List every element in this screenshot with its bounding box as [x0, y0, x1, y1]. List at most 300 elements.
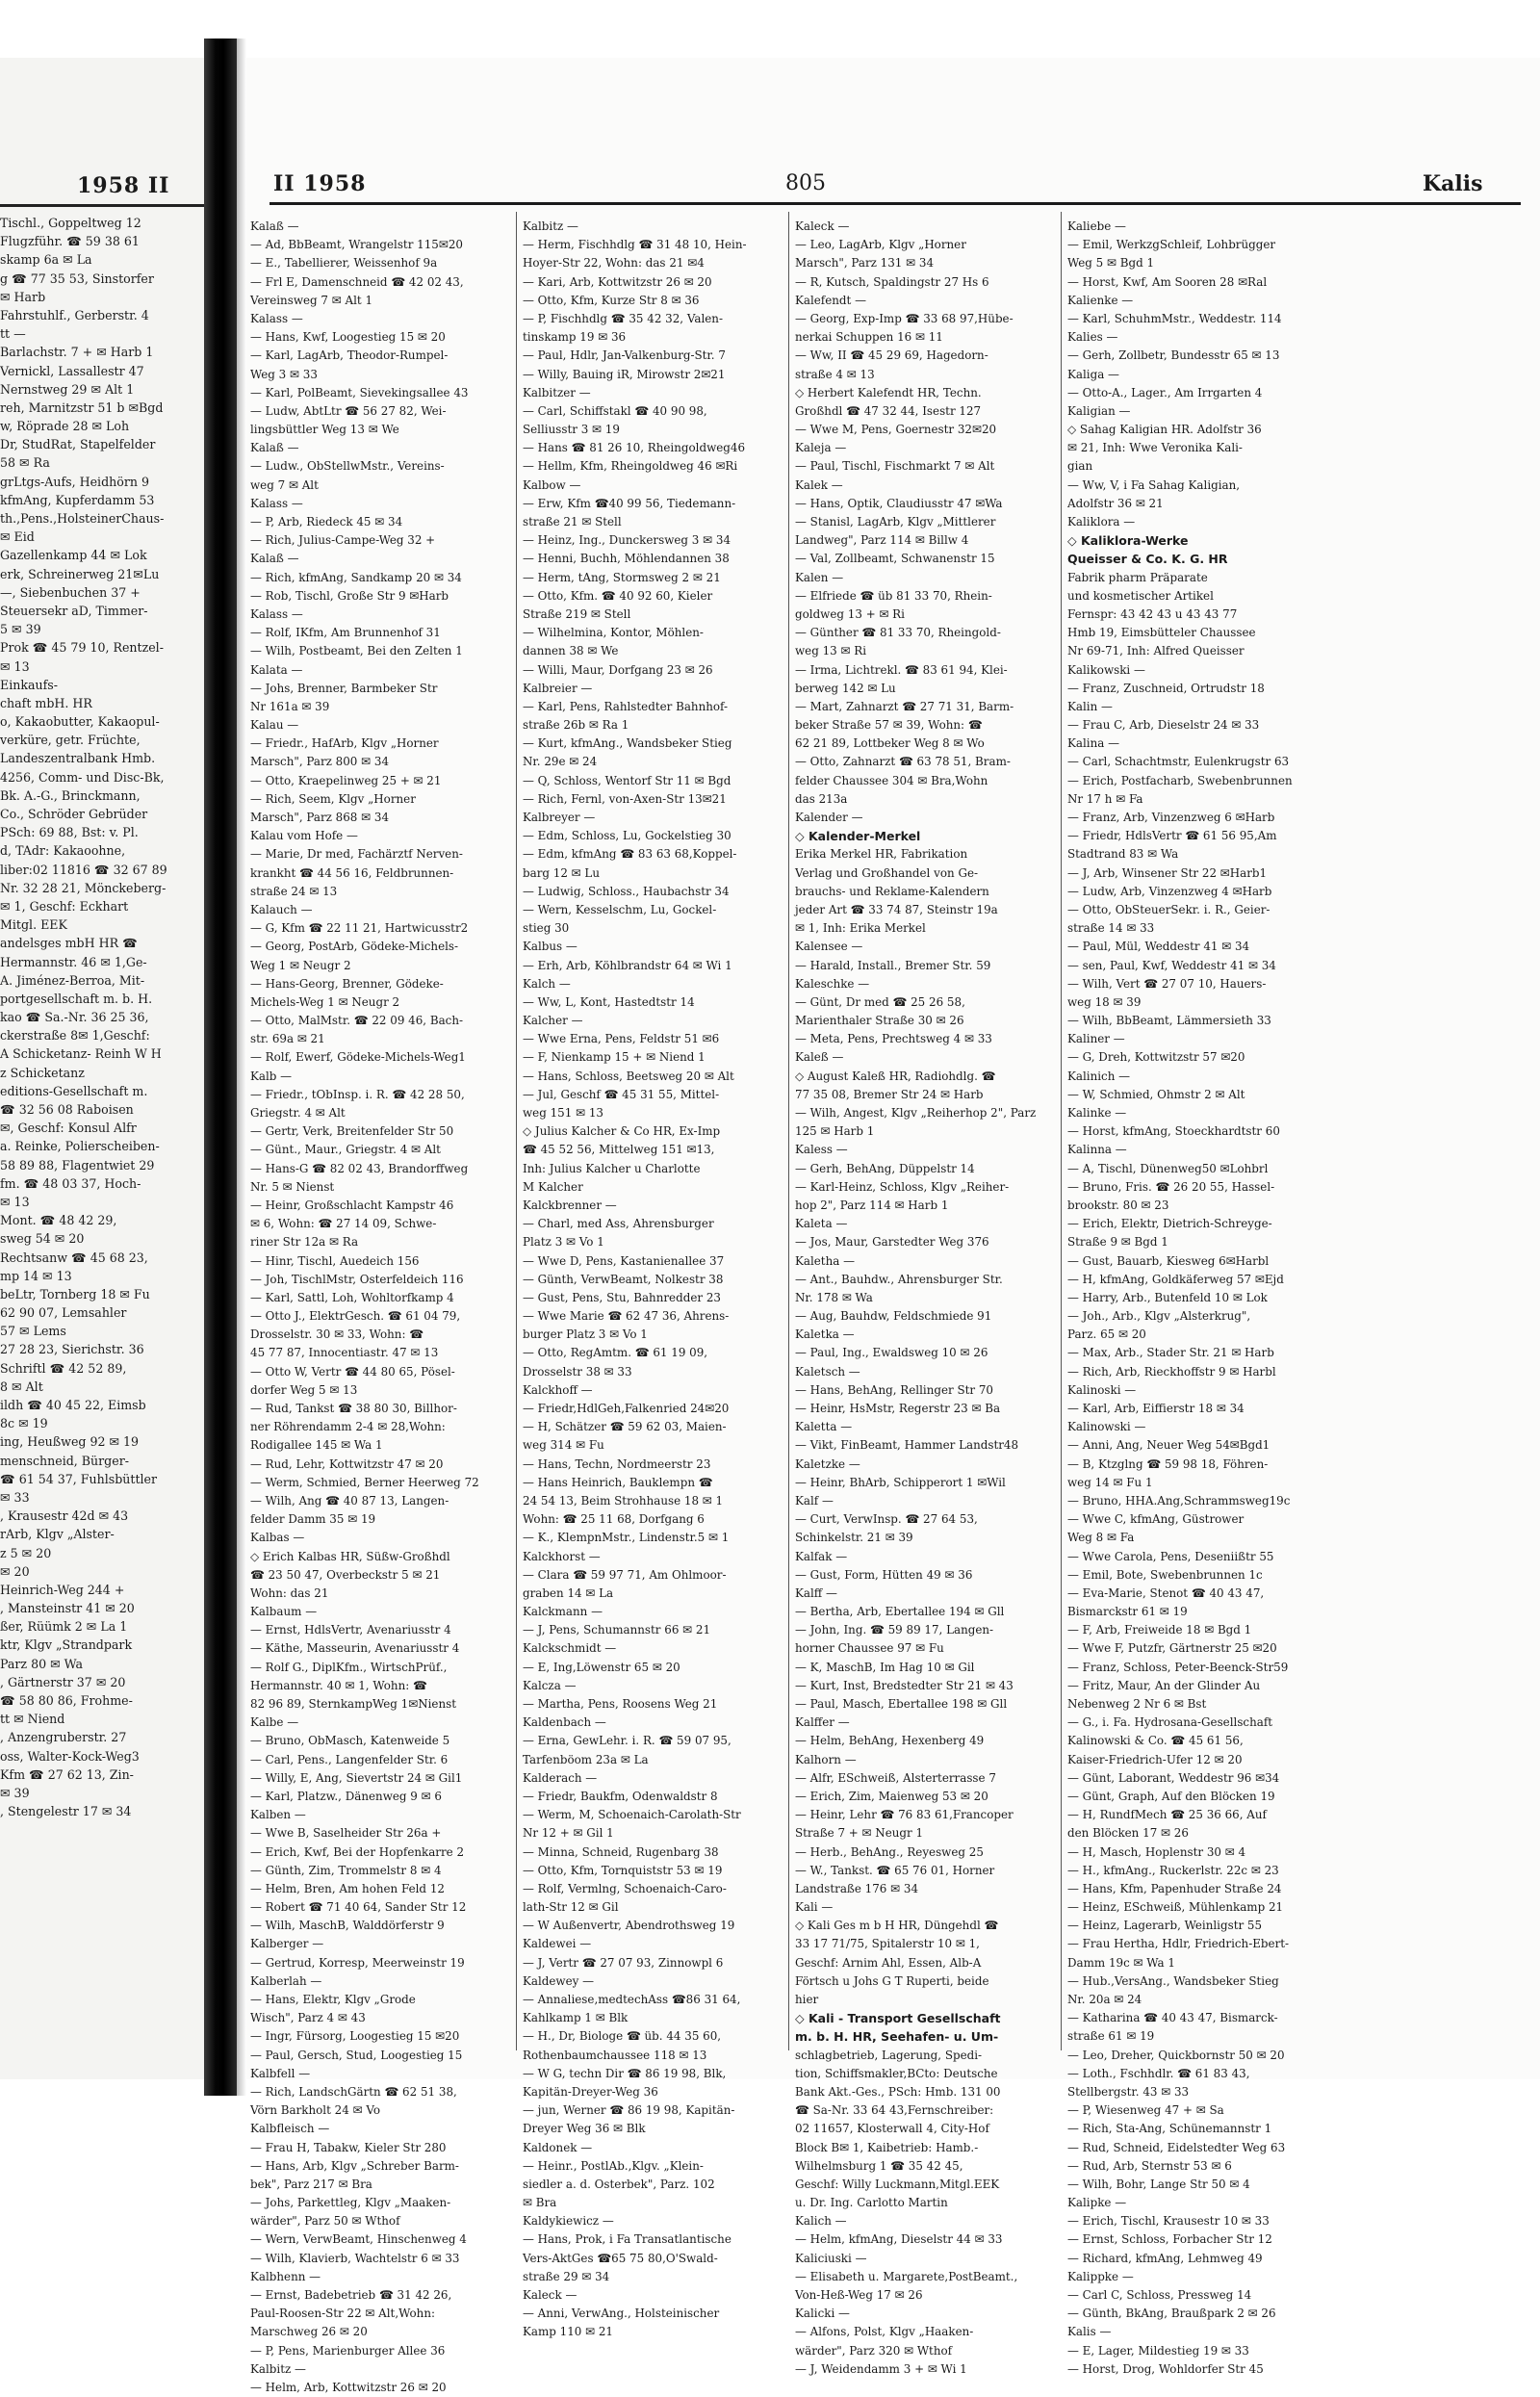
directory-entry-line: straße 14 ✉ 33: [1067, 921, 1155, 936]
directory-entry-line: — Ww, II ☎ 45 29 69, Hagedorn-: [795, 348, 988, 363]
directory-entry-line: — Vikt, FinBeamt, Hammer Landstr48: [795, 1438, 1019, 1453]
directory-entry-line: — Werm, Schmied, Berner Heerweg 72: [250, 1475, 479, 1489]
directory-entry-line: Parz. 65 ✉ 20: [1067, 1327, 1146, 1342]
left-page-line: erk, Schreinerweg 21✉Lu: [0, 566, 160, 581]
left-page-line: chaft mbH. HR: [0, 695, 92, 710]
surname-heading: Kaligian —: [1067, 403, 1131, 418]
left-page-line: o, Kakaobutter, Kakaopul-: [0, 714, 160, 730]
left-page-line: ktr, Klgv „Strandpark: [0, 1637, 133, 1653]
directory-entry-line: Weg 3 ✉ 33: [250, 367, 318, 381]
directory-entry-line: — Aug, Bauhdw, Feldschmiede 91: [795, 1309, 992, 1324]
directory-entry-line: — Ernst, HdlsVertr, Avenariusstr 4: [250, 1623, 451, 1637]
surname-heading: Kalbfell —: [250, 2066, 311, 2080]
directory-entry-line: — John, Ing. ☎ 59 89 17, Langen-: [795, 1623, 994, 1637]
surname-heading: Kali —: [795, 1900, 834, 1915]
surname-heading: Kalch —: [523, 976, 571, 991]
adjacent-page-left: [0, 58, 204, 2079]
directory-entry-line: — Harald, Install., Bremer Str. 59: [795, 958, 991, 972]
surname-heading: Kalcher —: [523, 1014, 583, 1028]
column-divider: [516, 212, 517, 2050]
surname-heading: Kalbe —: [250, 1715, 299, 1730]
directory-entry-line: — Friedr,HdlGeh,Falkenried 24✉20: [523, 1402, 730, 1415]
directory-entry-line: straße 4 ✉ 13: [795, 367, 875, 381]
directory-entry-line: — Clara ☎ 59 97 71, Am Ohlmoor-: [523, 1567, 727, 1582]
directory-entry-line: hop 2", Parz 114 ✉ Harb 1: [795, 1198, 949, 1212]
directory-entry-line: 62 21 89, Lottbeker Weg 8 ✉ Wo: [795, 736, 985, 751]
left-page-line: ckerstraße 8✉ 1,Geschf:: [0, 1028, 150, 1044]
surname-heading: Kaliciuski —: [795, 2251, 867, 2265]
directory-entry-line: Weg 1 ✉ Neugr 2: [250, 958, 351, 972]
directory-entry-line: Marsch", Parz 868 ✉ 34: [250, 811, 390, 824]
left-page-line: verküre, getr. Früchte,: [0, 733, 141, 748]
directory-entry-line: Adolfstr 36 ✉ 21: [1067, 496, 1164, 510]
left-page-line: z 5 ✉ 20: [0, 1545, 52, 1560]
left-page-line: ✉ 20: [0, 1563, 30, 1579]
directory-entry-line: das 213a: [795, 791, 848, 806]
directory-entry-line: dannen 38 ✉ We: [523, 644, 619, 658]
directory-entry-line: Hoyer-Str 22, Wohn: das 21 ✉4: [523, 256, 705, 271]
directory-entry-line: bek", Parz 217 ✉ Bra: [250, 2177, 372, 2191]
directory-entry-line: — Rich, Sta-Ang, Schünemannstr 1: [1067, 2122, 1272, 2136]
directory-entry-line: Nr 17 h ✉ Fa: [1067, 791, 1143, 806]
left-page-line: sweg 54 ✉ 20: [0, 1231, 85, 1247]
surname-heading: Kalbas —: [250, 1531, 305, 1545]
directory-entry-line: Straße 9 ✉ Bgd 1: [1067, 1235, 1168, 1250]
directory-entry-line: — Hans Heinrich, Bauklempn ☎: [523, 1475, 713, 1489]
left-page-line: oss, Walter-Kock-Weg3: [0, 1748, 140, 1764]
left-page-line: grLtgs-Aufs, Heidhörn 9: [0, 474, 149, 489]
directory-entry-line: stieg 30: [523, 921, 570, 936]
surname-heading: Kaleß —: [795, 1050, 844, 1065]
directory-entry-line: — Hans-G ☎ 82 02 43, Brandorffweg: [250, 1161, 469, 1175]
directory-entry-line: Von-Heß-Weg 17 ✉ 26: [795, 2288, 923, 2302]
left-page-line: ✉ 13: [0, 658, 30, 674]
directory-entry-line: 02 11657, Klosterwall 4, City-Hof: [795, 2122, 989, 2136]
directory-entry-line: 33 17 71/75, Spitalerstr 10 ✉ 1,: [795, 1937, 980, 1951]
directory-entry-line: — Eva-Marie, Stenot ☎ 40 43 47,: [1067, 1585, 1265, 1600]
left-page-line: fm. ☎ 48 03 37, Hoch-: [0, 1175, 141, 1191]
left-page-line: ✉, Geschf: Konsul Alfr: [0, 1121, 137, 1136]
directory-entry-line: Kahlkamp 1 ✉ Blk: [523, 2011, 629, 2025]
directory-entry-line: — Alfr, ESchweiß, Alsterterrasse 7: [795, 1770, 996, 1785]
surname-heading: Kaldenbach —: [523, 1715, 606, 1730]
directory-entry-line: — Hans-Georg, Brenner, Gödeke-: [250, 976, 444, 991]
surname-heading: Kalben —: [250, 1808, 306, 1822]
directory-entry-line: — Wilh, Bohr, Lange Str 50 ✉ 4: [1067, 2177, 1250, 2191]
directory-entry-line: — Irma, Lichtrekl. ☎ 83 61 94, Klei-: [795, 662, 1008, 677]
left-page-line: Mitgl. EEK: [0, 917, 67, 933]
directory-entry-line: weg 18 ✉ 39: [1067, 994, 1142, 1009]
directory-entry-line: Dreyer Weg 36 ✉ Blk: [523, 2122, 646, 2136]
directory-entry-line: Wisch", Parz 4 ✉ 43: [250, 2011, 366, 2025]
directory-entry-line: Weg 5 ✉ Bgd 1: [1067, 256, 1155, 271]
directory-entry-line: krankht ☎ 44 56 16, Feldbrunnen-: [250, 865, 454, 880]
directory-entry-line: — Harry, Arb., Butenfeld 10 ✉ Lok: [1067, 1290, 1268, 1304]
directory-entry-line: — Bruno, HHA.Ang,Schrammsweg19c: [1067, 1493, 1291, 1508]
directory-entry-line: felder Chaussee 304 ✉ Bra,Wohn: [795, 773, 988, 787]
directory-entry-line: den Blöcken 17 ✉ 26: [1067, 1826, 1189, 1841]
directory-entry-line: — F, Arb, Freiweide 18 ✉ Bgd 1: [1067, 1623, 1252, 1637]
surname-heading: Kalckbrenner —: [523, 1198, 617, 1212]
column-divider: [788, 212, 789, 2050]
left-page-line: ✉ Eid: [0, 529, 35, 545]
surname-heading: Kalass —: [250, 496, 303, 510]
directory-entry-line: — Kurt, Inst, Bredstedter Str 21 ✉ 43: [795, 1678, 1014, 1692]
directory-entry-line: — Rolf G., DiplKfm., WirtschPrüf.,: [250, 1660, 448, 1674]
surname-heading: Kalf —: [795, 1493, 834, 1508]
directory-entry-line: — Horst, Kwf, Am Sooren 28 ✉Ral: [1067, 274, 1268, 289]
directory-entry-line: m. b. H. HR, Seehafen- u. Um-: [795, 2029, 999, 2045]
directory-entry-line: — Rud, Arb, Sternstr 53 ✉ 6: [1067, 2158, 1232, 2173]
directory-entry-line: Marsch", Parz 131 ✉ 34: [795, 256, 935, 271]
directory-entry-line: — Rich, LandschGärtn ☎ 62 51 38,: [250, 2084, 457, 2099]
directory-entry-line: — Franz, Schloss, Peter-Beenck-Str59: [1067, 1660, 1289, 1674]
directory-entry-line: ☎ Sa-Nr. 33 64 43,Fernschreiber:: [795, 2103, 994, 2118]
directory-entry-line: — Karl, Sattl, Loh, Wohltorfkamp 4: [250, 1290, 454, 1304]
directory-entry-line: — Carl, Schachtmstr, Eulenkrugstr 63: [1067, 755, 1290, 769]
left-page-line: Nernstweg 29 ✉ Alt 1: [0, 381, 135, 397]
directory-entry-line: — Kurt, kfmAng., Wandsbeker Stieg: [523, 736, 732, 751]
left-page-line: mp 14 ✉ 13: [0, 1268, 72, 1283]
directory-entry-line: — K, MaschB, Im Hag 10 ✉ Gil: [795, 1660, 975, 1674]
directory-entry-line: Selliusstr 3 ✉ 19: [523, 423, 620, 437]
surname-heading: Kaleta —: [795, 1217, 848, 1231]
directory-entry-line: Vers-AktGes ☎65 75 80,O'Swald-: [523, 2251, 718, 2265]
left-page-line: kao ☎ Sa.-Nr. 36 25 36,: [0, 1010, 149, 1025]
left-page-line: skamp 6a ✉ La: [0, 252, 92, 268]
directory-entry-line: jeder Art ☎ 33 74 87, Steinstr 19a: [795, 902, 998, 916]
left-page-line: , Krausestr 42d ✉ 43: [0, 1508, 129, 1524]
directory-entry-line: dorfer Weg 5 ✉ 13: [250, 1382, 358, 1397]
directory-entry-line: tion, Schiffsmakler,BCto: Deutsche: [795, 2066, 998, 2080]
left-page-line: editions-Gesellschaft m.: [0, 1083, 148, 1098]
directory-entry-line: weg 151 ✉ 13: [523, 1106, 603, 1120]
directory-entry-line: — Hans, Elektr, Klgv „Grode: [250, 1993, 416, 2006]
directory-entry-line: — Joh, TischlMstr, Osterfeldeich 116: [250, 1272, 464, 1286]
surname-heading: Kalau —: [250, 718, 299, 733]
left-page-line: 62 90 07, Lemsahler: [0, 1305, 127, 1321]
directory-entry-line: Paul-Roosen-Str 22 ✉ Alt,Wohn:: [250, 2307, 436, 2321]
directory-entry-line: straße 26b ✉ Ra 1: [523, 718, 629, 733]
surname-heading: Kalippke —: [1067, 2269, 1134, 2283]
directory-entry-line: — Helm, kfmAng, Dieselstr 44 ✉ 33: [795, 2232, 1003, 2247]
directory-entry-line: — H., kfmAng., Ruckerlstr. 22c ✉ 23: [1067, 1863, 1279, 1877]
directory-entry-line: — Paul, Hdlr, Jan-Valkenburg-Str. 7: [523, 348, 726, 363]
directory-entry-line: — Wilh, Ang ☎ 40 87 13, Langen-: [250, 1493, 449, 1508]
surname-heading: Kalender —: [795, 811, 863, 824]
surname-heading: Kalefendt —: [795, 293, 866, 307]
directory-entry-line: brauchs- und Reklame-Kalendern: [795, 884, 989, 898]
directory-entry-line: straße 29 ✉ 34: [523, 2269, 610, 2283]
left-page-line: Schriftl ☎ 42 52 89,: [0, 1360, 127, 1376]
directory-entry-line: — P, Fischhdlg ☎ 35 42 32, Valen-: [523, 311, 723, 325]
directory-entry-line: — Ludw, Arb, Vinzenzweg 4 ✉Harb: [1067, 884, 1272, 898]
directory-entry-line: — R, Kutsch, Spaldingstr 27 Hs 6: [795, 274, 989, 289]
directory-entry-line: — P, Pens, Marienburger Allee 36: [250, 2343, 446, 2358]
directory-entry-line: Landstraße 176 ✉ 34: [795, 1881, 919, 1895]
directory-entry-line: Geschf: Willy Luckmann,Mitgl.EEK: [795, 2177, 1000, 2191]
left-page-line: ☎ 58 80 86, Frohme-: [0, 1693, 133, 1708]
surname-heading: Kalbitz —: [523, 219, 578, 233]
directory-entry-line: Rothenbaumchaussee 118 ✉ 13: [523, 2048, 707, 2062]
directory-entry-line: Kalinowski & Co. ☎ 45 61 56,: [1067, 1734, 1244, 1748]
directory-entry-line: — H, Schätzer ☎ 59 62 03, Maien-: [523, 1420, 727, 1434]
directory-entry-line: Inh: Julius Kalcher u Charlotte: [523, 1161, 701, 1175]
directory-entry-line: — Wilh, Angest, Klgv „Reiherhop 2", Parz: [795, 1106, 1037, 1120]
directory-entry-line: — Heinz, Ing., Dunckersweg 3 ✉ 34: [523, 533, 732, 548]
left-page-line: Hermannstr. 46 ✉ 1,Ge-: [0, 954, 147, 969]
directory-entry-line: ◇ August Kaleß HR, Radiohdlg. ☎: [795, 1069, 996, 1083]
directory-entry-line: — Paul, Gersch, Stud, Loogestieg 15: [250, 2048, 463, 2062]
directory-entry-line: — Wwe M, Pens, Goernestr 32✉20: [795, 423, 997, 437]
directory-entry-line: — Otto, RegAmtm. ☎ 61 19 09,: [523, 1346, 708, 1360]
directory-entry-line: Tarfenböom 23a ✉ La: [523, 1752, 649, 1766]
directory-entry-line: Erika Merkel HR, Fabrikation: [795, 847, 968, 862]
left-page-line: Kfm ☎ 27 62 13, Zin-: [0, 1766, 134, 1782]
left-page-line: z Schicketanz: [0, 1065, 85, 1080]
directory-entry-line: Kapitän-Dreyer-Weg 36: [523, 2084, 658, 2099]
directory-entry-line: Marsch", Parz 800 ✉ 34: [250, 755, 390, 769]
directory-entry-line: gian: [1067, 459, 1093, 474]
surname-heading: Kalen —: [795, 570, 844, 584]
directory-entry-line: — Martha, Pens, Roosens Weg 21: [523, 1697, 718, 1711]
surname-heading: Kaliga —: [1067, 367, 1119, 381]
directory-entry-line: Hermannstr. 40 ✉ 1, Wohn: ☎: [250, 1678, 427, 1692]
directory-entry-line: horner Chaussee 97 ✉ Fu: [795, 1641, 944, 1656]
directory-entry-line: — Val, Zollbeamt, Schwanenstr 15: [795, 552, 995, 566]
directory-entry-line: — Günth, VerwBeamt, Nolkestr 38: [523, 1272, 724, 1286]
directory-entry-line: — Carl, Pens., Langenfelder Str. 6: [250, 1752, 449, 1766]
surname-heading: Kalaß —: [250, 552, 299, 566]
left-page-line: reh, Marnitzstr 51 b ✉Bgd: [0, 400, 164, 415]
directory-entry-line: — Gerh, BehAng, Düppelstr 14: [795, 1161, 975, 1175]
directory-entry-line: — Robert ☎ 71 40 64, Sander Str 12: [250, 1900, 467, 1915]
directory-entry-line: 77 35 08, Bremer Str 24 ✉ Harb: [795, 1087, 984, 1101]
directory-entry-line: nerkai Schuppen 16 ✉ 11: [795, 330, 943, 345]
left-page-line: Fahrstuhlf., Gerberstr. 4: [0, 307, 149, 322]
directory-entry-line: Landweg", Parz 114 ✉ Billw 4: [795, 533, 969, 548]
directory-entry-line: — Fritz, Maur, An der Glinder Au: [1067, 1678, 1261, 1692]
directory-entry-line: — Rolf, Vermlng, Schoenaich-Caro-: [523, 1881, 727, 1895]
left-page-line: d, TAdr: Kakaoohne,: [0, 843, 126, 859]
directory-entry-line: — Rolf, Ewerf, Gödeke-Michels-Weg1: [250, 1050, 466, 1065]
directory-entry-line: — Günt, Graph, Auf den Blöcken 19: [1067, 1789, 1275, 1803]
surname-heading: Kalckhorst —: [523, 1549, 601, 1563]
directory-entry-line: goldweg 13 + ✉ Ri: [795, 606, 905, 621]
directory-entry-line: — Rich, kfmAng, Sandkamp 20 ✉ 34: [250, 570, 462, 584]
directory-entry-line: — Hans, Optik, Claudiusstr 47 ✉Wa: [795, 496, 1003, 510]
left-page-line: Barlachstr. 7 + ✉ Harb 1: [0, 345, 154, 360]
directory-entry-line: — Gerh, Zollbetr, Bundesstr 65 ✉ 13: [1067, 348, 1280, 363]
directory-entry-line: — Hinr, Tischl, Auedeich 156: [250, 1253, 420, 1268]
left-page-rule: [0, 204, 204, 207]
directory-entry-line: ◇ Herbert Kalefendt HR, Techn.: [795, 385, 982, 400]
surname-heading: Kalff —: [795, 1585, 837, 1600]
directory-entry-line: M Kalcher: [523, 1179, 583, 1194]
directory-entry-line: — Ad, BbBeamt, Wrangelstr 115✉20: [250, 238, 463, 252]
directory-entry-line: Förtsch u Johs G T Ruperti, beide: [795, 1973, 989, 1988]
directory-entry-line: — Ww, V, i Fa Sahag Kaligian,: [1067, 477, 1241, 492]
directory-entry-line: — Alfons, Polst, Klgv „Haaken-: [795, 2325, 974, 2339]
left-page-line: ✉ 13: [0, 1194, 30, 1209]
surname-heading: Kalienke —: [1067, 293, 1134, 307]
surname-heading: Kalbitzer —: [523, 385, 591, 400]
directory-entry-line: — Hans, Schloss, Beetsweg 20 ✉ Alt: [523, 1069, 734, 1083]
page-header-year: II 1958: [273, 171, 367, 196]
surname-heading: Kalderach —: [523, 1770, 598, 1785]
surname-heading: Kalek —: [795, 477, 843, 492]
directory-entry-line: — Wilh, Postbeamt, Bei den Zelten 1: [250, 644, 463, 658]
directory-entry-line: — Heinz, ESchweiß, Mühlenkamp 21: [1067, 1900, 1284, 1915]
directory-entry-line: wärder", Parz 50 ✉ Wthof: [250, 2214, 400, 2229]
directory-entry-line: — W Außenvertr, Abendrothsweg 19: [523, 1919, 735, 1933]
directory-entry-line: — Ludw., ObStellwMstr., Vereins-: [250, 459, 445, 474]
directory-entry-line: schlagbetrieb, Lagerung, Spedi-: [795, 2048, 983, 2062]
directory-entry-line: — Paul, Tischl, Fischmarkt 7 ✉ Alt: [795, 459, 995, 474]
directory-entry-line: weg 14 ✉ Fu 1: [1067, 1475, 1153, 1489]
directory-entry-line: — Günt, Dr med ☎ 25 26 58,: [795, 994, 965, 1009]
directory-entry-line: — K., KlempnMstr., Lindenstr.5 ✉ 1: [523, 1531, 730, 1545]
directory-entry-line: Griegstr. 4 ✉ Alt: [250, 1106, 346, 1120]
left-page-line: Nr. 32 28 21, Mönckeberg-: [0, 880, 167, 895]
directory-entry-line: — Friedr., HafArb, Klgv „Horner: [250, 736, 439, 751]
directory-entry-line: — B, Ktzglng ☎ 59 98 18, Föhren-: [1067, 1456, 1269, 1471]
directory-entry-line: Queisser & Co. K. G. HR: [1067, 552, 1228, 567]
directory-entry-line: ✉ 1, Inh: Erika Merkel: [795, 921, 926, 936]
left-page-line: 58 ✉ Ra: [0, 455, 50, 471]
directory-entry-line: — Elisabeth u. Margarete,PostBeamt.,: [795, 2269, 1018, 2283]
directory-entry-line: felder Damm 35 ✉ 19: [250, 1512, 376, 1527]
directory-entry-line: — Katharina ☎ 40 43 47, Bismarck-: [1067, 2011, 1278, 2025]
directory-entry-line: Kamp 110 ✉ 21: [523, 2325, 613, 2339]
surname-heading: Kaletzke —: [795, 1456, 860, 1471]
directory-entry-line: — Rud, Lehr, Kottwitzstr 47 ✉ 20: [250, 1456, 444, 1471]
directory-entry-line: Marschweg 26 ✉ 20: [250, 2325, 368, 2339]
directory-entry-line: — Johs, Parkettleg, Klgv „Maaken-: [250, 2196, 451, 2210]
surname-heading: Kalina —: [1067, 736, 1119, 751]
directory-entry-line: — Hub.,VersAng., Wandsbeker Stieg: [1067, 1973, 1279, 1988]
directory-entry-line: u. Dr. Ing. Carlotto Martin: [795, 2196, 948, 2210]
surname-heading: Kalberlah —: [250, 1973, 322, 1988]
directory-entry-line: — Ingr, Fürsorg, Loogestieg 15 ✉20: [250, 2029, 460, 2044]
directory-entry-line: riner Str 12a ✉ Ra: [250, 1235, 359, 1250]
surname-heading: Kalin —: [1067, 699, 1113, 713]
directory-entry-line: — Herm, tAng, Stormsweg 2 ✉ 21: [523, 570, 721, 584]
left-page-line: w, Röprade 28 ✉ Loh: [0, 419, 130, 434]
directory-entry-line: — Rich, Julius-Campe-Weg 32 +: [250, 533, 436, 548]
directory-entry-line: — E, Lager, Mildestieg 19 ✉ 33: [1067, 2343, 1249, 2358]
left-page-line: ildh ☎ 40 45 22, Eimsb: [0, 1398, 146, 1412]
directory-entry-line: — Helm, Arb, Kottwitzstr 26 ✉ 20: [250, 2380, 447, 2394]
left-page-line: 5 ✉ 39: [0, 622, 41, 637]
directory-entry-line: Marienthaler Straße 30 ✉ 26: [795, 1014, 964, 1028]
left-page-line: 8 ✉ Alt: [0, 1379, 43, 1394]
directory-entry-line: — Erw, Kfm ☎40 99 56, Tiedemann-: [523, 496, 736, 510]
directory-entry-line: — Paul, Ing., Ewaldsweg 10 ✉ 26: [795, 1346, 988, 1360]
directory-entry-line: — Anni, VerwAng., Holsteinischer: [523, 2307, 720, 2321]
directory-entry-line: — Herm, Fischhdlg ☎ 31 48 10, Hein-: [523, 238, 747, 252]
surname-heading: Kaldonek —: [523, 2140, 593, 2154]
directory-entry-line: — Heinr, Lehr ☎ 76 83 61,Francoper: [795, 1808, 1014, 1822]
directory-entry-line: — H., Dr, Biologe ☎ üb. 44 35 60,: [523, 2029, 722, 2044]
directory-entry-line: — Wwe Carola, Pens, Deseniißtr 55: [1067, 1549, 1274, 1563]
surname-heading: Kalich —: [795, 2214, 847, 2229]
directory-entry-line: Fernspr: 43 42 43 u 43 43 77: [1067, 606, 1238, 621]
surname-heading: Kaldykiewicz —: [523, 2214, 614, 2229]
directory-entry-line: — Erna, GewLehr. i. R. ☎ 59 07 95,: [523, 1734, 732, 1748]
directory-entry-line: 45 77 87, Innocentiastr. 47 ✉ 13: [250, 1346, 439, 1360]
left-page-line: Parz 80 ✉ Wa: [0, 1656, 84, 1671]
directory-entry-line: — Meta, Pens, Prechtsweg 4 ✉ 33: [795, 1032, 992, 1046]
directory-entry-line: — Max, Arb., Stader Str. 21 ✉ Harb: [1067, 1346, 1274, 1360]
directory-entry-line: — Minna, Schneid, Rugenbarg 38: [523, 1844, 719, 1859]
directory-entry-line: — Wern, Kesselschm, Lu, Gockel-: [523, 902, 717, 916]
directory-entry-line: — Frau C, Arb, Dieselstr 24 ✉ 33: [1067, 718, 1260, 733]
directory-entry-line: — Wilh, BbBeamt, Lämmersieth 33: [1067, 1014, 1271, 1028]
directory-entry-line: — Günt, Laborant, Weddestr 96 ✉34: [1067, 1770, 1280, 1785]
directory-entry-line: — Erich, Elektr, Dietrich-Schreyge-: [1067, 1217, 1272, 1231]
directory-entry-line: Vereinsweg 7 ✉ Alt 1: [250, 293, 373, 307]
directory-entry-line: Bismarckstr 61 ✉ 19: [1067, 1605, 1188, 1619]
page-header-keyword: Kalis: [1423, 171, 1483, 196]
directory-entry-line: — Bruno, ObMasch, Katenweide 5: [250, 1734, 450, 1748]
left-page-line: ✉ 39: [0, 1785, 30, 1800]
directory-entry-line: brookstr. 80 ✉ 23: [1067, 1198, 1169, 1212]
left-page-line: portgesellschaft m. b. H.: [0, 991, 153, 1006]
directory-entry-line: — Otto, MalMstr. ☎ 22 09 46, Bach-: [250, 1014, 464, 1028]
surname-heading: Kalbreier —: [523, 681, 593, 695]
directory-entry-line: — Erich, Zim, Maienweg 53 ✉ 20: [795, 1789, 988, 1803]
directory-entry-line: — J, Weidendamm 3 + ✉ Wi 1: [795, 2361, 967, 2376]
directory-entry-line: — Otto J., ElektrGesch. ☎ 61 04 79,: [250, 1309, 461, 1324]
directory-entry-line: — Karl, SchuhmMstr., Weddestr. 114: [1067, 311, 1282, 325]
directory-entry-line: — Friedr., tObInsp. i. R. ☎ 42 28 50,: [250, 1087, 465, 1101]
directory-entry-line: — Paul, Masch, Ebertallee 198 ✉ Gll: [795, 1697, 1008, 1711]
surname-heading: Kalckmann —: [523, 1605, 603, 1619]
directory-entry-line: ☎ 23 50 47, Overbeckstr 5 ✉ 21: [250, 1567, 441, 1582]
surname-heading: Kaliklora —: [1067, 515, 1136, 528]
directory-entry-line: — Wwe B, Saselheider Str 26a +: [250, 1826, 442, 1841]
directory-entry-line: — Stanisl, LagArb, Klgv „Mittlerer: [795, 515, 996, 528]
directory-entry-line: — Otto, Kfm, Tornquiststr 53 ✉ 19: [523, 1863, 723, 1877]
directory-entry-line: beker Straße 57 ✉ 39, Wohn: ☎: [795, 718, 983, 733]
directory-entry-line: — Heinr, HsMstr, Regerstr 23 ✉ Ba: [795, 1402, 1001, 1415]
directory-entry-line: ✉ Bra: [523, 2196, 557, 2210]
directory-entry-line: Wohn: ☎ 25 11 68, Dorfgang 6: [523, 1512, 705, 1527]
directory-entry-line: — Ludwig, Schloss., Haubachstr 34: [523, 884, 730, 898]
directory-entry-line: — W, Schmied, Ohmstr 2 ✉ Alt: [1067, 1087, 1245, 1101]
left-page-line: 57 ✉ Lems: [0, 1324, 66, 1339]
header-rule: [270, 202, 1521, 205]
directory-entry-line: — Georg, Exp-Imp ☎ 33 68 97,Hübe-: [795, 311, 1014, 325]
surname-heading: Kalbreyer —: [523, 811, 596, 824]
left-page-line: Einkaufs-: [0, 677, 58, 692]
directory-entry-line: — Curt, VerwInsp. ☎ 27 64 53,: [795, 1512, 978, 1527]
directory-entry-line: hier: [795, 1993, 819, 2006]
surname-heading: Kaliner —: [1067, 1032, 1125, 1046]
directory-entry-line: — Edm, Schloss, Lu, Gockelstieg 30: [523, 829, 732, 843]
directory-entry-line: Straße 7 + ✉ Neugr 1: [795, 1826, 924, 1841]
directory-entry-line: — Elfriede ☎ üb 81 33 70, Rhein-: [795, 588, 992, 603]
directory-entry-line: Block B✉ 1, Kaibetrieb: Hamb.-: [795, 2140, 979, 2154]
directory-entry-line: — W., Tankst. ☎ 65 76 01, Horner: [795, 1863, 995, 1877]
left-page-line: Tischl., Goppeltweg 12: [0, 216, 141, 230]
left-page-header: 1958 II: [77, 173, 170, 198]
surname-heading: Kaldewei —: [523, 1937, 592, 1951]
directory-entry-line: — Emil, Bote, Swebenbrunnen 1c: [1067, 1567, 1263, 1582]
left-page-line: ing, Heußweg 92 ✉ 19: [0, 1434, 140, 1450]
left-page-line: Prok ☎ 45 79 10, Rentzel-: [0, 640, 164, 656]
